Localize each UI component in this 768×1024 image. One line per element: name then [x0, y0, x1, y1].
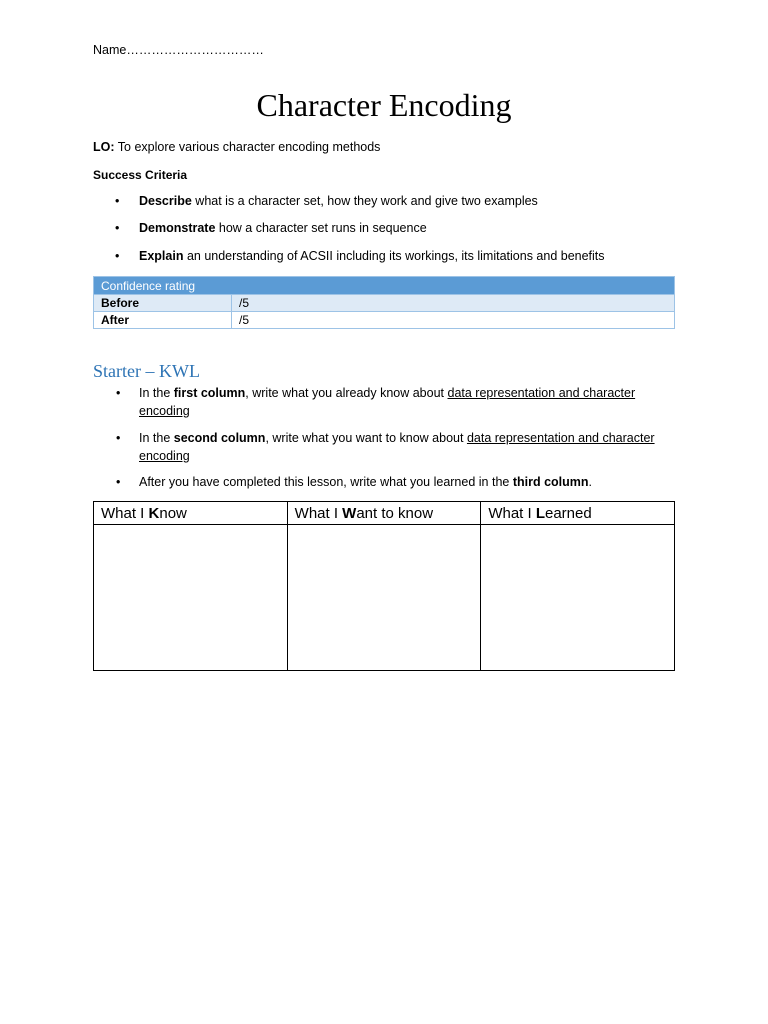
- underlined-text: data representation and character encoding: [139, 386, 636, 418]
- header-letter: K: [148, 504, 160, 522]
- criteria-keyword: Demonstrate: [139, 221, 216, 235]
- header-letter: L: [535, 504, 545, 522]
- bullet-icon: •: [116, 386, 121, 400]
- table-row: [94, 312, 675, 329]
- kwl-know-cell[interactable]: [94, 525, 288, 671]
- text-part: , write what you want to know about: [265, 431, 467, 445]
- bullet-icon: •: [115, 249, 120, 263]
- criteria-text: [139, 249, 605, 263]
- success-criteria-heading: Success Criteria: [93, 168, 188, 182]
- emphasis-text: first column: [173, 386, 246, 400]
- lo-label: LO:: [93, 140, 115, 154]
- bullet-icon: •: [115, 194, 120, 208]
- text-part: .: [588, 475, 593, 489]
- confidence-rating-header: Confidence rating: [94, 277, 675, 295]
- row-label: After: [94, 312, 232, 329]
- criteria-keyword: Explain: [139, 249, 184, 263]
- rating-field[interactable]: /5: [232, 295, 675, 312]
- criteria-detail: an understanding of ACSII including its workings, its limitations and benefits: [183, 249, 605, 263]
- rating-field[interactable]: /5: [232, 312, 675, 329]
- criteria-text: [139, 221, 427, 235]
- text-part: After you have completed this lesson, write what you learned in the: [139, 475, 513, 489]
- underlined-text: data representation and character encoding: [139, 431, 655, 463]
- bullet-icon: •: [116, 431, 121, 445]
- criteria-detail: what is a character set, how they work and give two examples: [191, 194, 538, 208]
- instruction-text: [139, 384, 669, 420]
- instruction-text: [139, 473, 669, 491]
- page-title: Character Encoding: [256, 87, 512, 123]
- text-part: In the: [139, 386, 174, 400]
- instruction-text: [139, 429, 669, 465]
- kwl-header-want: [287, 502, 481, 525]
- kwl-header-know: [94, 502, 288, 525]
- kwl-want-cell[interactable]: [287, 525, 481, 671]
- text-part: , write what you already know about: [245, 386, 448, 400]
- text-part: In the: [139, 431, 174, 445]
- criteria-detail: how a character set runs in sequence: [215, 221, 427, 235]
- bullet-icon: •: [116, 475, 121, 489]
- criteria-keyword: Describe: [139, 194, 192, 208]
- header-text: What I: [101, 504, 149, 522]
- criteria-text: [139, 194, 538, 208]
- emphasis-text: third column: [512, 475, 589, 489]
- header-text: ant to know: [356, 504, 434, 522]
- bullet-icon: •: [115, 221, 120, 235]
- header-letter: W: [342, 504, 357, 522]
- kwl-table: [93, 501, 675, 671]
- lo-text: To explore various character encoding methods: [114, 140, 381, 154]
- emphasis-text: second column: [173, 431, 266, 445]
- learning-objective: [93, 140, 380, 154]
- header-text: earned: [545, 504, 592, 522]
- kwl-header-learned: [481, 502, 675, 525]
- confidence-rating-table: [93, 276, 675, 329]
- header-text: What I: [294, 504, 343, 522]
- table-row: [94, 295, 675, 312]
- header-text: now: [159, 504, 187, 522]
- name-field-line: Name……………………………: [93, 43, 264, 57]
- starter-heading: Starter – KWL: [93, 361, 200, 381]
- header-text: What I: [488, 504, 536, 522]
- row-label: Before: [94, 295, 232, 312]
- kwl-learned-cell[interactable]: [481, 525, 675, 671]
